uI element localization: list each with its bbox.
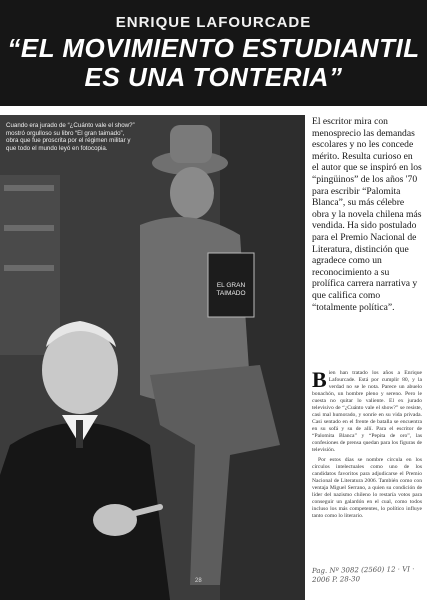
page-number: 28 bbox=[195, 578, 202, 584]
author-kicker: ENRIQUE LAFOURCADE bbox=[115, 14, 312, 31]
article-photo bbox=[0, 115, 305, 600]
handwritten-note: Pag. Nº 3082 (2560) 12 · VI · 2006 P. 28-30 bbox=[311, 565, 415, 584]
headline-banner bbox=[0, 0, 427, 106]
drop-cap: B bbox=[312, 367, 327, 392]
page-title: “EL MOVIMIENTO ESTUDIANTIL ES UNA TONTERIA” bbox=[7, 33, 420, 92]
lead-paragraph: El escritor mira con menosprecio las demandas escolares y no les concede mérito. Resulta curioso en el autor que se inspiró en los “pingüinos” de los años '70 para escribir “Palomita Blanca”, su más célebre obra y la novela chilena más vendida. Ha sido postulado para el Premio Nacional de Literatura, distinción que agradece como un reconocimiento a su prolífica carrera narrativa y que califica como “totalmente política”. bbox=[312, 116, 422, 313]
photo-caption: Cuando era jurado de “¿Cuánto vale el show?” mostró orgulloso su libro “El gran taimado”, obra que fue proscrita por el régimen militar y que todo el mundo leyó en fotocopia. bbox=[6, 122, 135, 152]
body-text bbox=[312, 367, 422, 520]
body-paragraph-1: ien han tratado los años a Enrique Lafourcade. Está por cumplir 80, y la verdad no se le nota. Parece un abuelo bonachón, un hombre pleno y sereno. Pero le cuesta no quitar lo valiente. El ex jurado televisivo de “¿Cuánto vale el show?” se resiste, casi mal humorado, y sonríe en su vida privada. Casi sentado en el frente de batalla se encuentra en su sofá y su de allí. Para el escritor de “Palomita Blanca” y “Pepita de oro”, las confesiones de prensa quedan para los figuras de televisión. bbox=[312, 370, 422, 453]
book-title: EL GRAN TAIMADO bbox=[216, 282, 246, 297]
photo-illustration bbox=[0, 115, 305, 600]
body-paragraph-2: Por estos días se nombre circula en los círculos intelectuales como uno de los candidatos favoritos para adjudicarse el Premio Nacional de Literatura 2006. También como con ventaja Miguel Serrano, a quien su condición de líder del nazismo chileno lo restaría votos para conseguir un galardón en el cual, como todos incluso los más competentes, lo político influye tanto como lo literario. bbox=[312, 457, 422, 519]
